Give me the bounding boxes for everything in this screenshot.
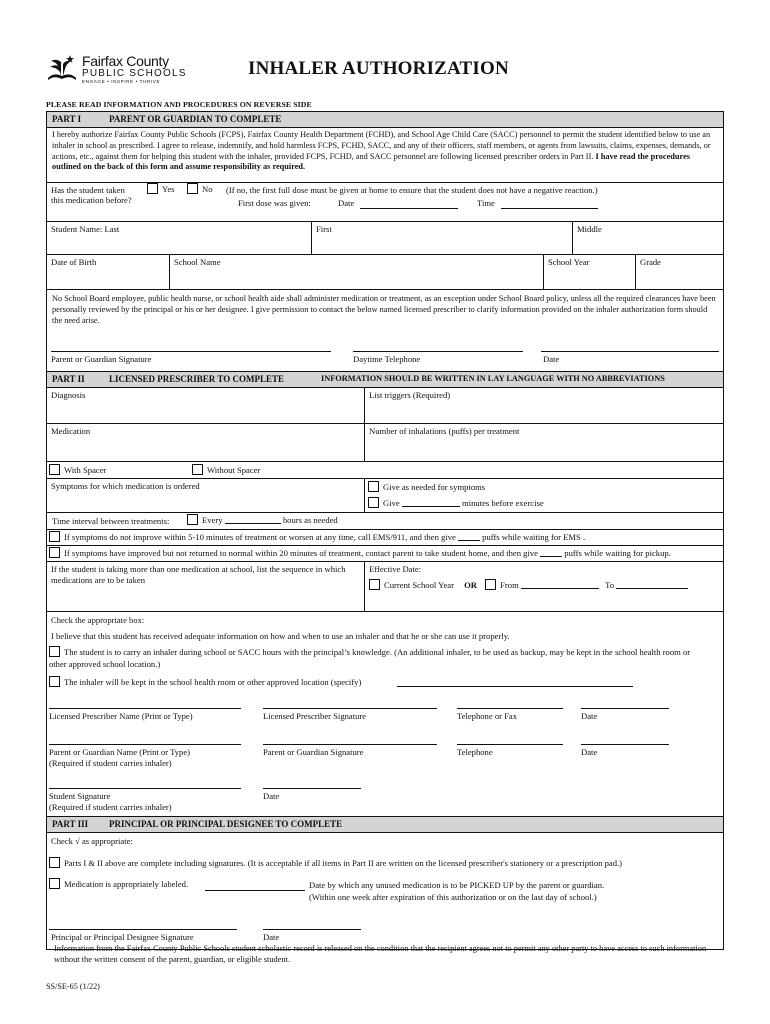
yes-checkbox[interactable]: [147, 183, 158, 194]
student-name-row: [47, 222, 723, 255]
inhalations-field[interactable]: Number of inhalations (puffs) per treatment: [364, 424, 723, 461]
part1-heading: PARENT OR GUARDIAN TO COMPLETE: [109, 114, 282, 124]
symptoms-field[interactable]: Symptoms for which medication is ordered: [51, 481, 200, 491]
part3-header: [47, 817, 723, 833]
daytime-phone-field[interactable]: [353, 351, 523, 352]
or-label: OR: [464, 579, 477, 590]
sequence-row: [47, 562, 723, 612]
authorization-text: I hereby authorize Fairfax County Public Schools (FCPS), Fairfax County Health Department (FCHD), and School Age Child Care (SACC) personnel to permit the student identified below to use an inhaler in school as prescribed. I agree to release, indemnify, and hold harmless FCPS, FCHD, SACC, and any of their officers, staff members, or agents from lawsuits, claims, expenses, demands, or actions, etc., against them for helping this student with the inhaler, provided FCPS, FCHD, and SACC personnel are following licensed prescriber orders in Part II.: [52, 130, 711, 161]
principal-signature-label: Principal or Principal Designee Signature: [51, 932, 194, 942]
dob-school-row: [47, 255, 723, 290]
permission-row: [47, 290, 723, 372]
grade-field[interactable]: Grade: [635, 255, 723, 289]
medication-field[interactable]: Medication: [51, 426, 91, 436]
part1-header: [47, 112, 723, 128]
student-signature-field[interactable]: [49, 788, 241, 789]
pickup-row: [47, 546, 723, 562]
every-hours-checkbox[interactable]: [187, 514, 198, 525]
form-title: INHALER AUTHORIZATION: [248, 58, 509, 79]
prescriber-signature-field[interactable]: [263, 708, 437, 709]
current-school-year-option[interactable]: Current School Year: [369, 580, 454, 590]
triggers-field[interactable]: List triggers (Required): [364, 388, 723, 423]
guardian-signature-field[interactable]: [263, 744, 437, 745]
from-checkbox[interactable]: [485, 579, 496, 590]
from-date-field[interactable]: [521, 588, 599, 589]
check-box-label: Check the appropriate box:: [51, 615, 145, 625]
give-as-needed-checkbox[interactable]: [368, 481, 379, 492]
authorization-statement: [47, 128, 723, 183]
authorization-form: [46, 111, 724, 950]
pickup-checkbox[interactable]: [49, 547, 60, 558]
parent-signature-label: Parent or Guardian Signature: [51, 354, 152, 364]
school-year-field[interactable]: School Year: [543, 255, 635, 289]
spacer-row: [47, 462, 723, 479]
fcps-logo: [44, 52, 194, 86]
give-before-exercise-checkbox[interactable]: [368, 497, 379, 508]
student-signature-date-field[interactable]: [263, 788, 361, 789]
parts-complete-checkbox[interactable]: [49, 857, 60, 868]
part3-label: PART III: [52, 819, 89, 829]
interval-row: [47, 513, 723, 530]
principal-signature-field[interactable]: [49, 929, 237, 930]
part2-label: PART II: [52, 374, 85, 384]
current-school-year-checkbox[interactable]: [369, 579, 380, 590]
with-spacer-option[interactable]: With Spacer: [49, 464, 106, 477]
diagnosis-row: [47, 388, 723, 424]
logo-tagline: ENGAGE • INSPIRE • THRIVE: [82, 79, 161, 84]
with-spacer-checkbox[interactable]: [49, 464, 60, 475]
pickup-puffs-field[interactable]: [540, 556, 562, 557]
from-option[interactable]: From: [485, 580, 599, 590]
part3-heading: PRINCIPAL OR PRINCIPAL DESIGNEE TO COMPLETE: [109, 819, 343, 829]
part2-heading: LICENSED PRESCRIBER TO COMPLETE: [109, 374, 284, 384]
to-date-field[interactable]: [616, 588, 688, 589]
guardian-phone-field[interactable]: [457, 744, 563, 745]
effective-date-options: [369, 579, 719, 592]
carry-inhaler-option[interactable]: The student is to carry an inhaler during school or SACC hours with the principal’s knowledge. (An additional inhaler, to be used as backup, may be kept in the school health room or other approved school location.): [49, 647, 691, 669]
prescriber-date-field[interactable]: [581, 708, 669, 709]
believe-statement: I believe that this student has received adequate information on how and when to use an inhaler and that he or she can use it properly.: [51, 631, 510, 641]
daytime-phone-label: Daytime Telephone: [353, 354, 421, 364]
parts-complete-option[interactable]: Parts I & II above are complete including signatures. (It is acceptable if all items in Part II are written on the licensed prescriber's stationery or a prescription pad.): [49, 857, 622, 870]
prescriber-signature-label: Licensed Prescriber Signature: [263, 711, 367, 721]
carry-inhaler-checkbox[interactable]: [49, 646, 60, 657]
student-required-note: (Required if student carries inhaler): [49, 802, 172, 812]
school-name-field[interactable]: School Name: [169, 255, 543, 289]
part1-label: PART I: [52, 114, 82, 124]
pickup-date-field[interactable]: [205, 890, 305, 891]
part2-header: [47, 372, 723, 388]
prescriber-name-field[interactable]: [49, 708, 241, 709]
taken-before-row: [47, 183, 723, 222]
first-dose-time-label: Time: [477, 198, 495, 208]
prescriber-date-label: Date: [581, 711, 598, 721]
give-as-needed-option[interactable]: Give as needed for symptoms: [368, 481, 720, 494]
guardian-name-label: Parent or Guardian Name (Print or Type): [49, 747, 190, 757]
form-number: SS/SE-65 (1/22): [46, 982, 100, 991]
appropriately-labeled-option[interactable]: Medication is appropriately labeled.: [49, 878, 188, 891]
ems-puffs-field[interactable]: [458, 540, 480, 541]
logo-name-line2: PUBLIC SCHOOLS: [82, 68, 187, 79]
ems-instruction[interactable]: If symptoms do not improve within 5-10 minutes of treatment or worsen at any time, call EMS/911, and then give puffs while waiting for EMS .: [49, 531, 585, 544]
without-spacer-checkbox[interactable]: [192, 464, 203, 475]
effective-date-label: Effective Date:: [369, 564, 422, 574]
to-label: To: [605, 579, 615, 590]
guardian-phone-label: Telephone: [457, 747, 493, 757]
phone-fax-label: Telephone or Fax: [457, 711, 518, 721]
fcps-logo-icon: [44, 52, 80, 84]
student-signature-label: Student Signature: [49, 791, 111, 801]
if-no-note: (If no, the first full dose must be given at home to ensure that the student does not have a negative reaction.): [226, 185, 598, 195]
lay-language-note: INFORMATION SHOULD BE WRITTEN IN LAY LANGUAGE WITH NO ABBREVIATIONS: [321, 374, 665, 383]
pickup-date-subnote: (Within one week after expiration of this authorization or on the last day of school.): [309, 892, 597, 902]
kept-health-room-checkbox[interactable]: [49, 676, 60, 687]
guardian-date-label: Date: [581, 747, 598, 757]
symptoms-row: [47, 479, 723, 513]
sequence-field[interactable]: If the student is taking more than one medication at school, list the sequence in which medications are to be taken: [51, 564, 346, 586]
principal-date-field[interactable]: [263, 929, 361, 930]
guardian-signature-label: Parent or Guardian Signature: [263, 747, 364, 757]
pickup-date-note: Date by which any unused medication is to be PICKED UP by the parent or guardian.: [309, 880, 605, 890]
pickup-instruction[interactable]: If symptoms have improved but not returned to normal within 20 minutes of treatment, contact parent to take student home, and then give puffs while waiting for pickup.: [49, 547, 671, 560]
first-dose-date-label: Date: [338, 198, 355, 208]
guardian-date-field[interactable]: [581, 744, 669, 745]
taken-no-option[interactable]: No: [187, 183, 213, 196]
effective-date-cell: [364, 562, 723, 611]
taken-question-line2: this medication before?: [51, 195, 132, 205]
prescriber-phone-field[interactable]: [457, 708, 563, 709]
first-dose-time-field[interactable]: [501, 208, 598, 209]
give-before-exercise-option[interactable]: Give minutes before exercise: [368, 497, 720, 510]
without-spacer-option[interactable]: Without Spacer: [192, 464, 260, 477]
prescriber-block: [47, 612, 723, 817]
student-first-name-field[interactable]: First: [311, 222, 572, 254]
diagnosis-field[interactable]: Diagnosis: [51, 390, 86, 400]
first-dose-date-field[interactable]: [360, 208, 458, 209]
prescriber-name-label: Licensed Prescriber Name (Print or Type): [49, 711, 193, 721]
check-appropriate-label: Check √ as appropriate:: [51, 836, 133, 846]
taken-question-line1: Has the student taken: [51, 185, 125, 195]
reverse-side-instruction: PLEASE READ INFORMATION AND PROCEDURES ON REVERSE SIDE: [46, 100, 312, 109]
no-checkbox[interactable]: [187, 183, 198, 194]
date-of-birth-field[interactable]: Date of Birth: [51, 257, 97, 267]
guardian-name-field[interactable]: [49, 744, 241, 745]
parent-signature-date-field[interactable]: [541, 351, 719, 352]
guardian-required-note: (Required if student carries inhaler): [49, 758, 172, 768]
kept-health-room-option[interactable]: The inhaler will be kept in the school health room or other approved location (specify): [49, 676, 361, 689]
interval-label: Time interval between treatments:: [52, 516, 170, 526]
ems-checkbox[interactable]: [49, 531, 60, 542]
approved-location-field[interactable]: [397, 686, 633, 687]
every-hours-option[interactable]: Every hours as needed: [187, 514, 338, 527]
appropriately-labeled-checkbox[interactable]: [49, 878, 60, 889]
student-last-name-field[interactable]: Student Name: Last: [51, 224, 120, 234]
principal-date-label: Date: [263, 932, 280, 942]
ems-row: [47, 530, 723, 546]
medication-row: [47, 424, 723, 462]
give-options: [364, 479, 723, 512]
parent-signature-field[interactable]: [51, 351, 331, 352]
privacy-disclaimer: Information from the Fairfax County Public Schools student scholastic record is released on the condition that the recipient agrees not to permit any other party to have access to such information without the written consent of the parent, guardian, or eligible student.: [54, 944, 707, 965]
student-date-label: Date: [263, 791, 280, 801]
student-middle-name-field[interactable]: Middle: [572, 222, 723, 254]
taken-yes-option[interactable]: Yes: [147, 183, 175, 196]
logo-name-line1: Fairfax County: [82, 53, 169, 69]
hours-field[interactable]: [225, 523, 281, 524]
authorization-bold-text: I have read the procedures outlined on the back of this form and assume responsibility as required.: [52, 151, 690, 172]
permission-text: No School Board employee, public health nurse, or school health aide shall administer medication or treatment, as an exception under School Board policy, unless all the required clearances have been personally reviewed by the principal or his or her designee. I give permission to contact the below named licensed prescriber to clarify information provided on the inhaler authorization form should the need arise.: [52, 294, 716, 325]
minutes-before-field[interactable]: [402, 506, 460, 507]
part3-block: [47, 833, 723, 949]
first-dose-label: First dose was given:: [238, 198, 311, 208]
parent-sig-date-label: Date: [543, 354, 560, 364]
